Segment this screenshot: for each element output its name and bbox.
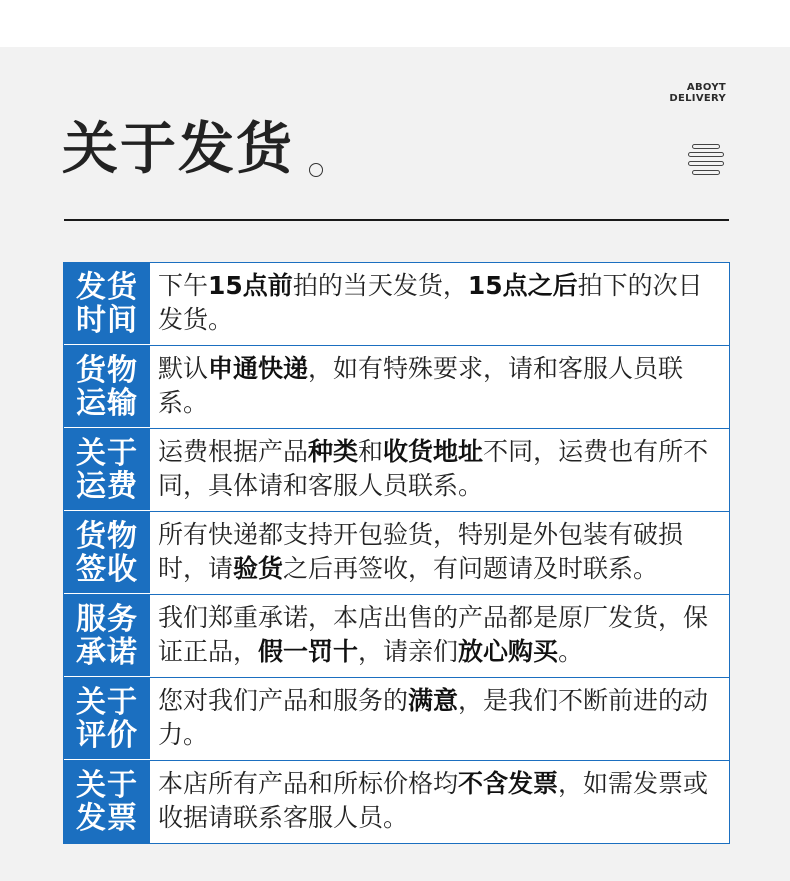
row-description — [150, 346, 729, 428]
row-label-line-1: 服务 — [76, 601, 138, 637]
policy-row — [64, 345, 729, 428]
description-text: ，如需发票或收据请联系客服人员。 — [158, 769, 709, 832]
highlight-text: 15点前 — [208, 271, 293, 300]
description-text: ，请亲们 — [358, 637, 459, 666]
policy-table — [63, 262, 730, 844]
highlight-text: 满意 — [408, 686, 459, 715]
description-text: 您对我们产品和服务的 — [158, 686, 409, 715]
highlight-text: 验货 — [233, 554, 284, 583]
description-text: 所有快递都支持开包验货，特别是外包装有破损时，请 — [158, 520, 684, 583]
highlight-text: 收货地址 — [383, 437, 484, 466]
description-text: ，如有特殊要求，请和客服人员联系。 — [158, 354, 684, 417]
policy-row — [64, 263, 729, 345]
highlight-text: 不含发票 — [458, 769, 559, 798]
policy-row — [64, 428, 729, 511]
description-text: 本店所有产品和所标价格均 — [158, 769, 459, 798]
menu-icon[interactable] — [688, 143, 724, 177]
description-text: 不同，运费也有所不同，具体请和客服人员联系。 — [158, 437, 709, 500]
row-description — [150, 263, 729, 345]
highlight-text: 种类 — [308, 437, 359, 466]
row-label-line-1: 货物 — [76, 352, 138, 388]
description-text: 和 — [358, 437, 384, 466]
row-label-line-1: 关于 — [76, 435, 138, 471]
brand-label — [669, 82, 726, 104]
description-text: 拍下的次日发货。 — [158, 271, 703, 334]
circle-icon — [309, 163, 323, 177]
row-label-line-2: 签收 — [76, 551, 138, 587]
description-text: 运费根据产品 — [158, 437, 309, 466]
row-label-line-2: 评价 — [76, 717, 138, 753]
highlight-text: 申通快递 — [208, 354, 309, 383]
menu-bar-4 — [692, 170, 720, 175]
row-description — [150, 512, 729, 594]
brand-line-1: ABOYT — [686, 82, 726, 93]
row-label-line-2: 运费 — [76, 468, 138, 504]
page-title: 关于发货 — [62, 117, 294, 182]
policy-row — [64, 677, 729, 760]
row-label-line-2: 运输 — [76, 385, 138, 421]
brand-line-2: DELIVERY — [669, 93, 726, 104]
highlight-text: 假一罚十 — [258, 637, 359, 666]
row-description — [150, 429, 729, 511]
row-label-line-1: 关于 — [76, 684, 138, 720]
row-label-line-2: 承诺 — [76, 634, 138, 670]
title-divider — [64, 219, 729, 221]
row-label-line-1: 发货 — [76, 269, 138, 305]
highlight-text: 15点之后 — [467, 271, 578, 300]
row-label-line-2: 发票 — [76, 801, 138, 836]
row-description — [150, 595, 729, 677]
row-description — [150, 761, 729, 843]
description-text: 我们郑重承诺，本店出售的产品都是原厂发货，保证正品， — [158, 603, 709, 666]
row-label — [64, 678, 150, 760]
description-text: 之后再签收，有问题请及时联系。 — [283, 554, 659, 583]
description-text: ，是我们不断前进的动力。 — [158, 686, 709, 749]
policy-row — [64, 511, 729, 594]
policy-row — [64, 760, 729, 843]
row-label — [64, 263, 150, 345]
row-label — [64, 512, 150, 594]
highlight-text: 放心购买 — [458, 637, 559, 666]
menu-bar-1 — [692, 144, 720, 149]
row-label — [64, 761, 150, 843]
description-text: 拍的当天发货， — [292, 271, 468, 300]
menu-bar-2 — [688, 152, 724, 157]
row-label — [64, 429, 150, 511]
description-text: 。 — [558, 637, 584, 666]
row-label-line-1: 关于 — [76, 768, 138, 803]
menu-bar-3 — [688, 161, 724, 166]
description-text: 默认 — [158, 354, 209, 383]
row-description — [150, 678, 729, 760]
description-text: 下午 — [158, 271, 209, 300]
policy-row — [64, 594, 729, 677]
row-label-line-1: 货物 — [76, 518, 138, 554]
row-label — [64, 346, 150, 428]
row-label — [64, 595, 150, 677]
row-label-line-2: 时间 — [76, 302, 138, 338]
